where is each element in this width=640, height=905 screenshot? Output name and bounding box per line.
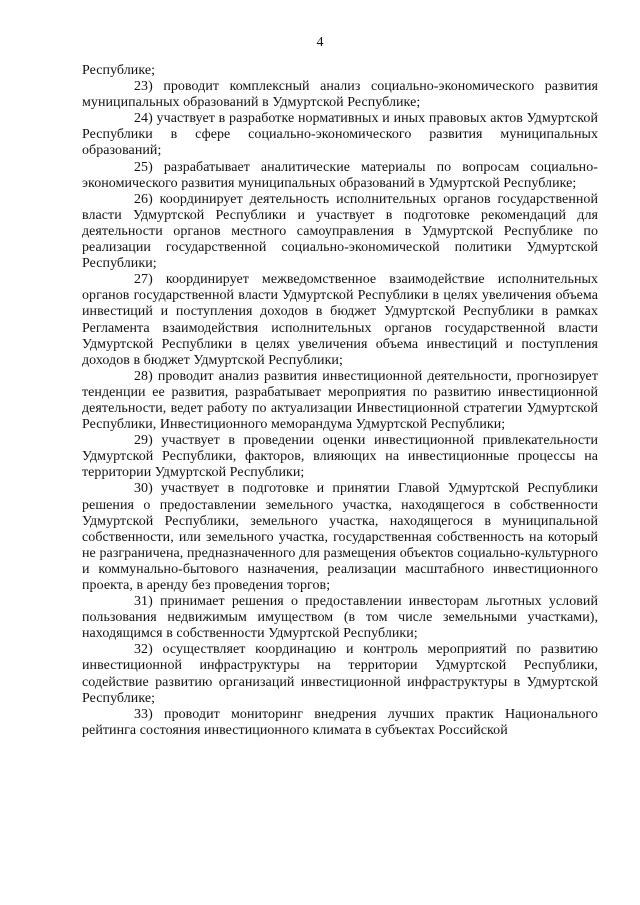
paragraph-item-28: 28) проводит анализ развития инвестиционной деятельности, прогнозирует тенденции ее развития, разрабатывает мероприятия по развитию инвестиционной деятельности, ведет работу по актуализации Инвестиционной стратегии Удмуртской Республики, Инвестиционного меморандума Удмуртской Республики; <box>82 368 598 433</box>
paragraph-item-23: 23) проводит комплексный анализ социально-экономического развития муниципальных образований в Удмуртской Республике; <box>82 79 598 111</box>
paragraph-item-27: 27) координирует межведомственное взаимодействие исполнительных органов государственной власти Удмуртской Республики в целях увеличения объема инвестиций и поступления доходов в бюджет Удмуртской Республики в рамках Регламента взаимодействия исполнительных органов государственной власти Удмуртской Республики в целях увеличения объема инвестиций и поступления доходов в бюджет Удмуртской Республики; <box>82 272 598 368</box>
document-body <box>82 63 598 739</box>
paragraph-item-33: 33) проводит мониторинг внедрения лучших практик Национального рейтинга состояния инвестиционного климата в субъектах Российской <box>82 706 598 738</box>
paragraph-continuation: Республике; <box>82 63 156 78</box>
paragraph-item-30: 30) участвует в подготовке и принятии Главой Удмуртской Республики решения о предоставлении земельного участка, находящегося в собственности Удмуртской Республики, земельного участка, находящегося в муниципальной собственности, или земельного участка, государственная собственность на который не разграничена, предназначенного для размещения объектов социально-культурного и коммунально-бытового назначения, реализации масштабного инвестиционного проекта, в аренду без проведения торгов; <box>82 481 598 593</box>
paragraph-item-29: 29) участвует в проведении оценки инвестиционной привлекательности Удмуртской Республики, факторов, влияющих на инвестиционные процессы на территории Удмуртской Республики; <box>82 433 598 481</box>
paragraph-item-25: 25) разрабатывает аналитические материалы по вопросам социально-экономического развития муниципальных образований в Удмуртской Республике; <box>82 159 598 191</box>
paragraph-item-31: 31) принимает решения о предоставлении инвесторам льготных условий пользования недвижимым имуществом (в том числе земельными участками), находящимся в собственности Удмуртской Республики; <box>82 594 598 642</box>
paragraph-item-26: 26) координирует деятельность исполнительных органов государственной власти Удмуртской Республики и участвует в подготовке рекомендаций для деятельности органов местного самоуправления в Удмуртской Республике по реализации государственной социально-экономической политики Удмуртской Республики; <box>82 191 598 272</box>
paragraph-item-24: 24) участвует в разработке нормативных и иных правовых актов Удмуртской Республики в сфере социально-экономического развития муниципальных образований; <box>82 111 598 159</box>
paragraph-item-32: 32) осуществляет координацию и контроль мероприятий по развитию инвестиционной инфраструктуры на территории Удмуртской Республики, содействие развитию организаций инвестиционной инфраструктуры в Удмуртской Республике; <box>82 642 598 706</box>
page-number: 4 <box>316 35 324 50</box>
